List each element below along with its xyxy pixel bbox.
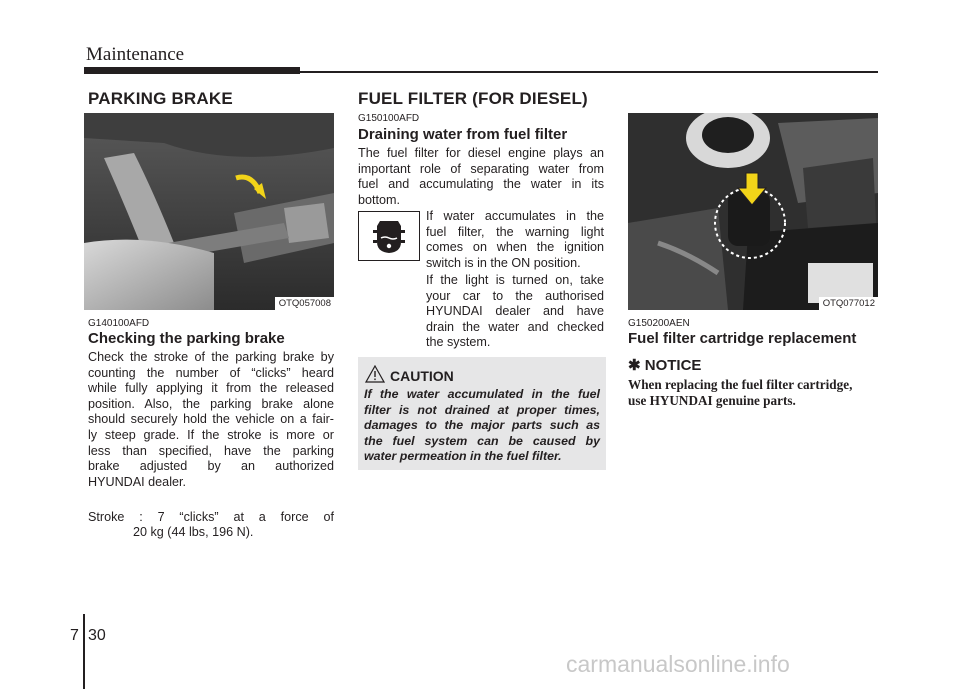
stroke-spec-line-1: Stroke : 7 “clicks” at a force of — [88, 510, 334, 524]
header-bar — [84, 67, 300, 74]
text-line: drain the water and checked — [426, 319, 604, 334]
notice-title: ✱ NOTICE — [628, 357, 702, 374]
text-line: When replacing the fuel filter cartridge, — [628, 377, 853, 392]
fuel-filter-body — [358, 146, 604, 208]
photo-label: OTQ057008 — [275, 297, 334, 310]
chapter-title: Maintenance — [86, 44, 185, 65]
text-line: important role of separating water from — [358, 161, 604, 176]
subhead-draining-water: Draining water from fuel filter — [358, 126, 568, 143]
watermark: carmanualsonline.info — [566, 651, 790, 677]
text-line: If the water accumulated in the fuel — [364, 387, 600, 401]
stroke-spec-line-2: 20 kg (44 lbs, 196 N). — [133, 525, 254, 539]
text-line: The fuel filter for diesel engine plays an — [358, 146, 604, 160]
text-line: while fully applying it from the released — [88, 381, 334, 396]
text-line: damages to the major parts such as — [364, 418, 600, 433]
text-line: Check the stroke of the parking brake by — [88, 350, 334, 364]
text-line: comes on when the ignition — [426, 240, 604, 255]
text-line: fuel filter, the warning light — [426, 224, 604, 239]
section-code: G150100AFD — [358, 113, 420, 124]
text-line: position. Also, the parking brake alone — [88, 396, 334, 411]
section-code: G140100AFD — [88, 318, 150, 329]
text-line: counting the number of “clicks” heard — [88, 365, 334, 380]
text-line: the system. — [426, 335, 491, 350]
text-line: water permeation in the fuel filter. — [364, 449, 562, 464]
text-line: your car to the authorised — [426, 288, 604, 303]
text-line: fuel and accumulating the water in its — [358, 177, 604, 192]
header-rule — [300, 71, 878, 73]
parking-brake-illustration — [84, 113, 334, 310]
chapter-number: 7 — [70, 627, 79, 644]
subhead-checking-parking-brake: Checking the parking brake — [88, 330, 285, 347]
subhead-fuel-filter-replacement: Fuel filter cartridge replacement — [628, 330, 857, 347]
text-line: filter is not drained at proper times, — [364, 402, 600, 417]
caution-box — [358, 357, 606, 470]
text-line: HYUNDAI dealer and have — [426, 304, 604, 319]
warning-light-text-1 — [426, 209, 604, 271]
page-number: 30 — [88, 627, 106, 644]
parking-brake-photo — [84, 113, 334, 310]
text-line: If water accumulates in the — [426, 209, 604, 223]
fuel-filter-illustration — [628, 113, 878, 310]
section-title-parking-brake: PARKING BRAKE — [88, 89, 233, 108]
text-line: bottom. — [358, 192, 400, 207]
section-title-fuel-filter: FUEL FILTER (FOR DIESEL) — [358, 89, 588, 108]
text-line: the fuel system can be caused by — [364, 433, 600, 448]
notice-text — [628, 377, 878, 409]
text-line: HYUNDAI dealer. — [88, 474, 186, 489]
text-line: switch is in the ON position. — [426, 255, 581, 270]
photo-label: OTQ077012 — [819, 297, 878, 310]
text-line: should securely hold the vehicle on a fair- — [88, 412, 334, 427]
text-line: brake adjusted by an authorized — [88, 459, 334, 474]
water-in-fuel-warning-icon — [358, 211, 420, 261]
engine-bay-photo — [628, 113, 878, 310]
caution-title: CAUTION — [390, 368, 454, 384]
section-code: G150200AEN — [628, 318, 690, 329]
text-line: ly steep grade. If the stroke is more or — [88, 427, 334, 442]
warning-triangle-icon — [365, 365, 385, 383]
warning-light-text-2 — [426, 273, 604, 351]
text-line: If the light is turned on, take — [426, 273, 604, 287]
parking-brake-body — [88, 350, 334, 490]
page-number-divider — [83, 614, 85, 689]
text-line: less than specified, have the parking — [88, 443, 334, 458]
caution-text — [364, 387, 600, 465]
text-line: use HYUNDAI genuine parts. — [628, 393, 796, 408]
